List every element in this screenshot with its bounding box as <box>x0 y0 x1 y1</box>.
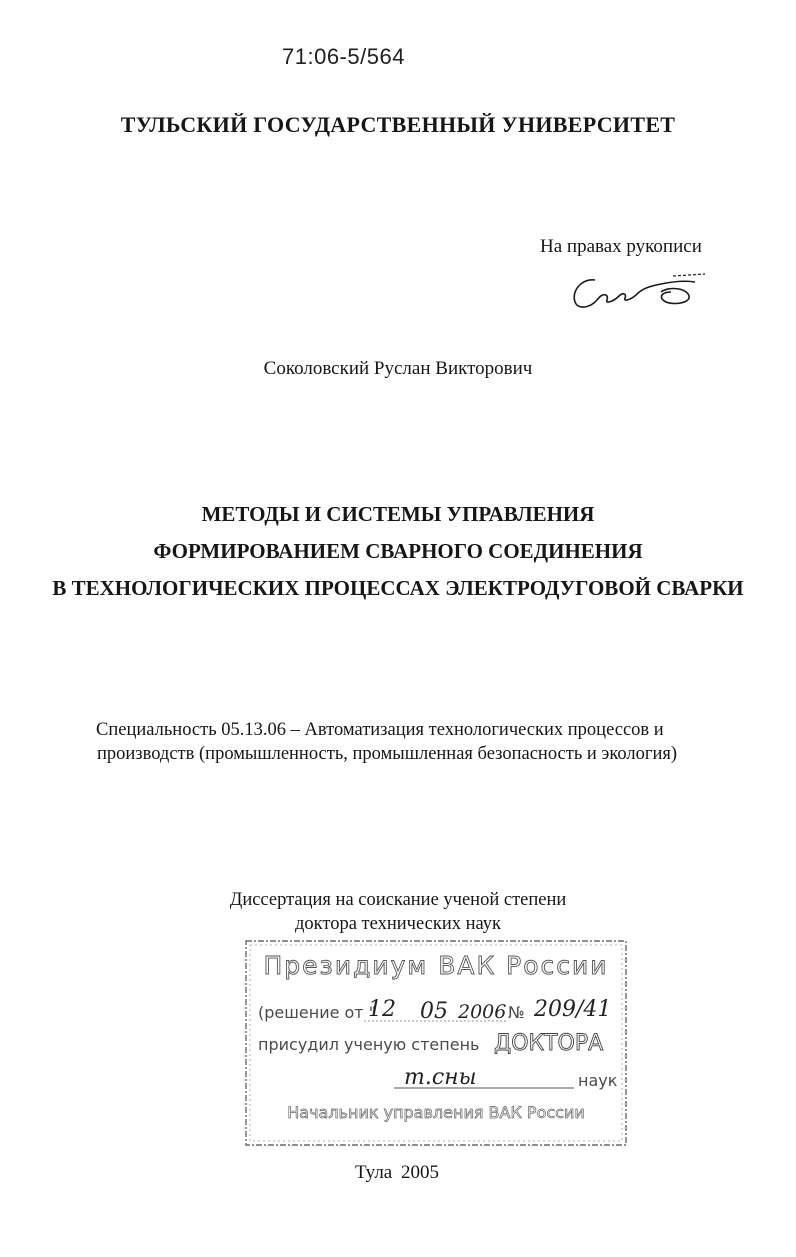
specialty-line-2: производств (промышленность, промышленная безопасность и экология) <box>97 744 678 764</box>
stamp-science-label: наук <box>578 1071 618 1090</box>
specialty-line-1: Специальность 05.13.06 – Автоматизация технологических процессов и <box>96 720 664 740</box>
stamp-decision-label: (решение от " <box>258 1003 377 1022</box>
stamp-decision-year: 2006 <box>458 1001 507 1023</box>
stamp-footer: Начальник управления ВАК России <box>287 1103 585 1122</box>
title-line-2: ФОРМИРОВАНИЕМ СВАРНОГО СОЕДИНЕНИЯ <box>153 539 643 563</box>
stamp-number-label: № <box>508 1003 525 1022</box>
author-name: Соколовский Руслан Викторович <box>263 358 533 379</box>
stamp-awarded-degree: ДОКТОРА <box>494 1031 604 1056</box>
stamp-awarded-label: присудил ученую степень <box>258 1035 480 1054</box>
stamp-decision-day: 12 <box>368 997 396 1022</box>
author-signature <box>565 268 715 318</box>
specialty <box>96 718 736 766</box>
title-line-3: В ТЕХНОЛОГИЧЕСКИХ ПРОЦЕССАХ ЭЛЕКТРОДУГОВОЙ СВАРКИ <box>52 576 744 600</box>
stamp-heading: Президиум ВАК России <box>263 951 609 980</box>
university-name: ТУЛЬСКИЙ ГОСУДАРСТВЕННЫЙ УНИВЕРСИТЕТ <box>120 112 676 137</box>
degree-line-1: Диссертация на соискание ученой степени <box>229 890 567 910</box>
stamp-science-handwritten: т.сны <box>404 1065 477 1090</box>
archive-code: 71:06-5/564 <box>282 44 405 69</box>
stamp-decision-month: 05 <box>420 999 448 1024</box>
vak-stamp <box>244 938 628 1148</box>
city-year: Тула 2005 <box>355 1162 439 1183</box>
manuscript-rights-note: На правах рукописи <box>540 236 702 257</box>
degree-statement <box>220 888 576 936</box>
stamp-decision-number: 209/41 <box>534 997 612 1022</box>
dissertation-title <box>0 496 796 607</box>
title-line-1: МЕТОДЫ И СИСТЕМЫ УПРАВЛЕНИЯ <box>201 502 595 526</box>
degree-line-2: доктора технических наук <box>294 914 502 934</box>
